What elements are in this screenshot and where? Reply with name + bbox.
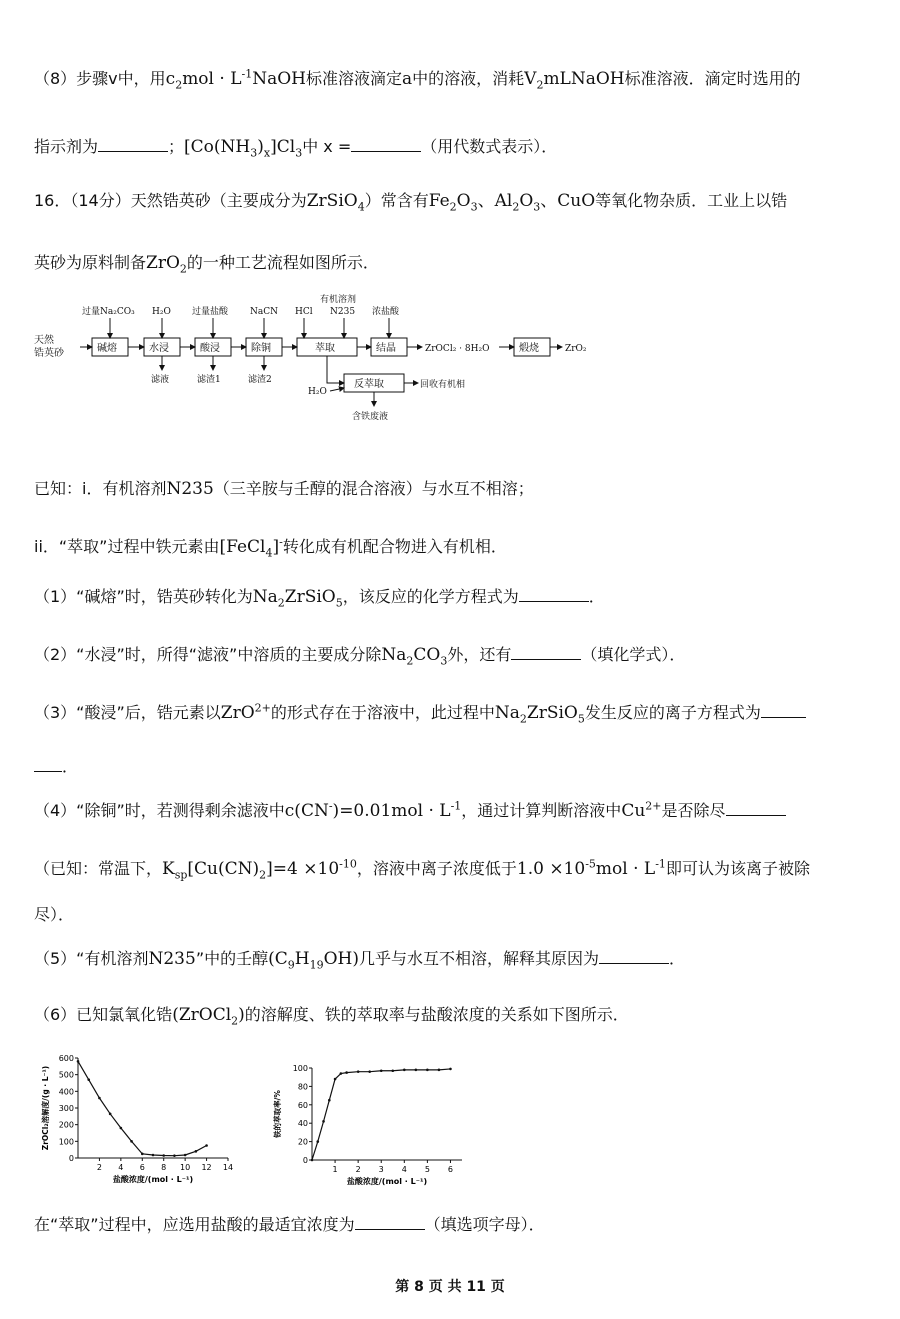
q8-line1: （8）步骤v中，用$c_2mol$ · $L^{-1}NaOH$标准溶液滴定a中的溶液，消耗$V_2mLNaOH$标准溶液．滴定时选用的	[34, 67, 801, 92]
series-line	[312, 1069, 450, 1160]
question-3: （3）“酸浸”后，锆元素以ZrO$^{2+}$的形式存在于溶液中，此过程中$Na_2ZrSiO_5$发生反应的离子方程式为	[34, 700, 880, 725]
data-point	[449, 1068, 452, 1071]
data-point	[120, 1127, 123, 1130]
y-tick-label: 40	[297, 1119, 308, 1129]
x-tick-label: 5	[424, 1165, 430, 1174]
known-i: 已知：i．有机溶剂N235（三辛胺与壬醇的混合溶液）与水互不相溶；	[34, 479, 534, 499]
data-point	[438, 1069, 441, 1072]
extraction-rate-chart	[272, 1058, 472, 1188]
y-axis-label: 铁的萃取率/%	[273, 1090, 282, 1138]
x-tick-label: 14	[222, 1163, 234, 1172]
question-4-end: 尽）．	[34, 905, 75, 924]
answer-blank[interactable]	[98, 137, 168, 152]
data-point	[311, 1159, 314, 1162]
answer-blank[interactable]	[351, 137, 421, 152]
solubility-chart	[40, 1048, 240, 1188]
flow-box: 除铜	[251, 343, 271, 354]
data-point	[98, 1097, 101, 1100]
answer-blank[interactable]	[726, 801, 786, 816]
data-point	[415, 1069, 418, 1072]
series-line	[78, 1061, 207, 1155]
q16-line1: 16．（14分）天然锆英砂（主要成分为ZrSiO$_4$）常含有$Fe_2O_3$、$Al_2O_3$、CuO等氧化物杂质．工业上以锆	[34, 191, 788, 214]
answer-blank[interactable]	[519, 587, 589, 602]
data-point	[130, 1140, 133, 1143]
data-point	[345, 1071, 348, 1074]
x-tick-label: 2	[355, 1165, 361, 1174]
flow-start-label: 天然	[34, 335, 54, 346]
data-point	[173, 1154, 176, 1157]
x-tick-label: 4	[118, 1163, 124, 1172]
flow-box: 碱熔	[97, 343, 117, 354]
data-point	[162, 1154, 165, 1157]
question-6: （6）已知氯氧化锆(ZrOCl$_2$)的溶解度、铁的萃取率与盐酸浓度的关系如下图所示．	[34, 1005, 629, 1028]
data-point	[368, 1070, 371, 1073]
question-5: （5）“有机溶剂N235”中的壬醇$(C_9H_{19}OH)$几乎与水互不相溶，解释其原因为 ．	[34, 949, 686, 972]
y-tick-label: 400	[58, 1087, 74, 1097]
data-point	[205, 1144, 208, 1147]
y-tick-label: 200	[58, 1120, 74, 1130]
data-point	[322, 1120, 325, 1123]
x-tick-label: 10	[180, 1163, 191, 1172]
x-axis-label: 盐酸浓度/(mol · L⁻¹)	[346, 1177, 428, 1186]
answer-blank[interactable]	[34, 757, 62, 772]
final-question: 在“萃取”过程中，应选用盐酸的最适宜浓度为 （填选项字母）．	[34, 1215, 545, 1234]
x-axis-label: 盐酸浓度/(mol · L⁻¹)	[112, 1175, 194, 1184]
y-tick-label: 300	[58, 1104, 74, 1113]
process-flow-diagram	[34, 288, 594, 428]
flow-box: 水浸	[149, 343, 169, 354]
flow-box: 煅烧	[519, 343, 539, 354]
question-1: （1）“碱熔”时，锆英砂转化为$Na_2ZrSiO_5$，该反应的化学方程式为 ．	[34, 587, 605, 610]
data-point	[340, 1072, 343, 1075]
y-tick-label: 20	[297, 1137, 308, 1147]
x-tick-label: 6	[447, 1165, 454, 1174]
y-tick-label: 100	[292, 1064, 308, 1073]
data-point	[152, 1154, 155, 1157]
data-point	[87, 1078, 90, 1081]
x-tick-label: 1	[332, 1165, 338, 1174]
flow-box: 反萃取	[354, 379, 384, 390]
flow-input: H₂O	[152, 307, 171, 317]
flow-input: H₂O	[308, 387, 327, 397]
x-tick-label: 3	[378, 1165, 384, 1174]
data-point	[195, 1150, 198, 1153]
y-tick-label: 80	[297, 1082, 308, 1092]
question-3-cont: ．	[34, 754, 880, 777]
data-point	[334, 1078, 337, 1081]
q8-line2: 指示剂为 ；$[Co(NH_3)_x]Cl_3$中 x = （用代数式表示）．	[34, 137, 558, 160]
flow-output: 滤渣1	[197, 375, 221, 385]
flow-box: 结晶	[376, 343, 396, 354]
flow-input: 有机溶剂	[320, 295, 357, 305]
flow-box: 酸浸	[200, 343, 220, 354]
answer-blank[interactable]	[355, 1215, 425, 1230]
known-ii: ii．“萃取”过程中铁元素由[FeCl$_4$]-转化成有机配合物进入有机相．	[34, 535, 507, 560]
data-point	[426, 1069, 429, 1072]
flow-input: NaCN	[250, 307, 279, 317]
x-tick-label: 12	[201, 1163, 212, 1172]
data-point	[403, 1069, 406, 1072]
y-tick-label: 100	[58, 1137, 74, 1147]
x-tick-label: 4	[401, 1165, 407, 1174]
x-tick-label: 2	[96, 1163, 102, 1172]
flow-box: 萃取	[315, 343, 335, 354]
q16-line2: 英砂为原料制备ZrO$_2$的一种工艺流程如图所示．	[34, 253, 379, 276]
data-point	[357, 1070, 360, 1073]
data-point	[328, 1099, 331, 1102]
data-point	[109, 1113, 112, 1116]
flow-product: ZrOCl₂ · 8H₂O	[425, 344, 490, 354]
flow-input: 过量Na₂CO₃	[82, 307, 135, 317]
flow-output: 含铁废液	[352, 412, 389, 422]
flow-start-label: 锆英砂	[34, 348, 64, 359]
y-axis-label: ZrOCl₂溶解度/(g · L⁻¹)	[41, 1065, 50, 1151]
y-tick-label: 0	[68, 1154, 74, 1163]
page-footer: 第 8 页 共 11 页	[395, 1279, 505, 1295]
answer-blank[interactable]	[511, 645, 581, 660]
data-point	[380, 1069, 383, 1072]
answer-blank[interactable]	[761, 703, 806, 718]
question-4-cont: （已知：常温下，$K_{sp}[Cu(CN)_2]=4 \times 10^{-10}$，溶液中离子浓度低于$1.0 \times 10^{-5}mol \cdot L^{-1}$即可认为该离子被除	[34, 857, 810, 882]
x-tick-label: 6	[139, 1163, 145, 1172]
data-point	[141, 1153, 144, 1156]
flow-input: N235	[330, 307, 356, 317]
flow-input: 过量盐酸	[192, 307, 229, 317]
x-tick-label: 8	[161, 1163, 167, 1172]
flow-output: 滤液	[151, 375, 170, 385]
flow-input: HCl	[295, 307, 313, 317]
data-point	[184, 1154, 187, 1157]
flow-output: 回收有机相	[420, 380, 466, 390]
question-4: （4）“除铜”时，若测得剩余滤液中$c(CN^-)=0.01mol \cdot L^{-1}$，通过计算判断溶液中$Cu^{2+}$是否除尽	[34, 798, 880, 821]
question-2: （2）“水浸”时，所得“滤液”中溶质的主要成分除$Na_2CO_3$外，还有 （填化学式）．	[34, 645, 686, 668]
data-point	[391, 1069, 394, 1072]
data-point	[77, 1060, 80, 1063]
y-tick-label: 600	[58, 1054, 74, 1063]
y-tick-label: 500	[58, 1070, 74, 1080]
flow-input: 浓盐酸	[372, 307, 400, 317]
flow-product: ZrO₂	[565, 344, 587, 354]
flow-output: 滤渣2	[248, 375, 272, 385]
data-point	[316, 1140, 319, 1143]
y-tick-label: 0	[302, 1156, 308, 1165]
answer-blank[interactable]	[599, 949, 669, 964]
y-tick-label: 60	[297, 1100, 308, 1110]
